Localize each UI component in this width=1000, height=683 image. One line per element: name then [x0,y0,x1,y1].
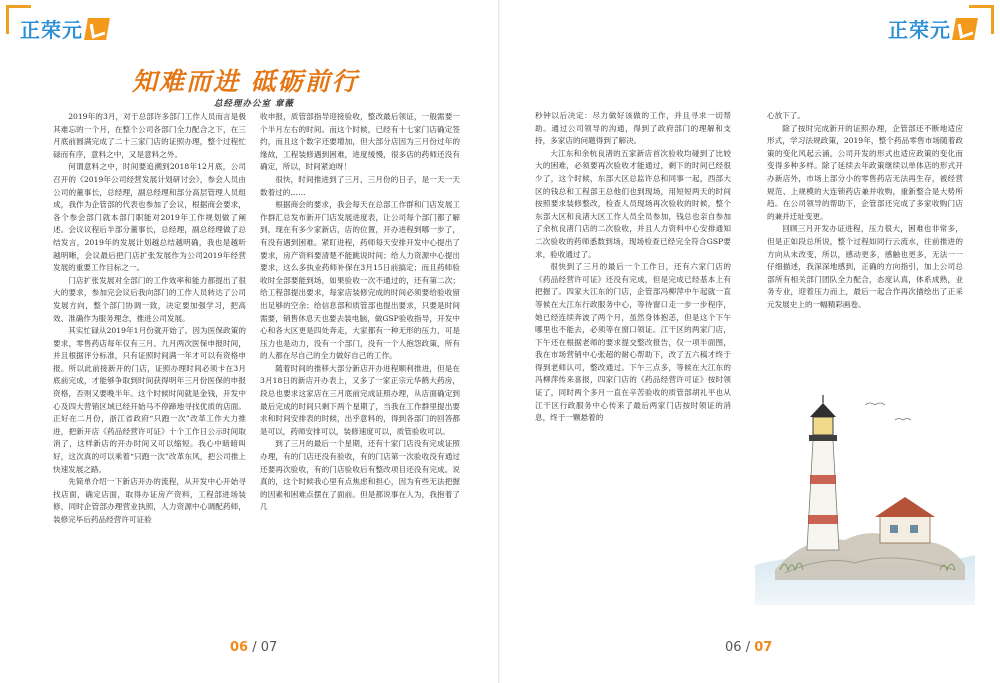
tower-cap-shape [810,403,836,417]
paragraph: 除了按时完成新开的证照办理，企管部还不断地适应形式，学习法规政策，2019年，整个药品零售市场随着政策的变化风起云涌，公司开发的形式也适应政策的变化而变得多种多样。除了延续去年政策继续以单体店的形式开办新店外，市场上部分小的零售药店无法再生存，被经营规范、上规模的大连锁药店兼并收购，重新整合是大势所趋。在公司领导的帮助下，企管部还完成了多家收购门店的兼并迁址变更。 [767,123,963,221]
paragraph: 很快到了三月的最后一个工作日，还有六家门店的《药品经营许可证》还没有完成，但是完成已经基本上有把握了。四家大江东的门店，企管部冯柳萍中午起就一直等候在大江东行政服务中心，等待窗口走一步一步程序，她已经连续奔波了两个月，虽然身体抱恙，但是这个下午哪里也不能去，必须等在窗口领证。江干区的两家门店，下午还在根据老师的要求提交整改报告，仅一项半面图，我在市场营销中心张超的耐心帮助下，改了五六稿才终于得到老师认可，整改通过。下午三点多，等候在大江东的冯柳萍传来喜报，四家门店的《药品经营许可证》按时领证了，同时两个多月一直在辛苦验收的质管部胡礼平也从江干区行政服务中心传来了最后两家门店按时领证的消息，终于一颗悬着的 [535,262,731,423]
paragraph: 先简单介绍一下新店开办的流程，从开发中心开始寻找店面，确定店面，取得办证房产资料，工程部进场装修，同时企管部办理营业执照，人力资源中心调配药师，装修完毕后药品经营许可证验 [53,477,246,524]
text-column-4 [767,110,963,309]
brand-logo-right [888,14,976,43]
brand-logo-left [20,14,108,43]
lamp-room-shape [813,417,833,435]
paragraph: 根据商会的要求，我会每天在总部工作群和门店发展工作群汇总发布新开门店发展进度表，让公司每个部门都了解到，现在有多少家新店，店的位置，开办进程到哪一步了，有没有遇到困难。紧盯进程，药师每天安排开发中心提出了要求，房产资料要清楚不能跳说时间；给人力资源中心提出要求，这么多执业药师补保在3月15日前搞定；而且药师验收时全部要能到场，如果验收一次不通过的，还有第二次；给工程部提出要求，每家店装修完成的时间必须要给验收留出足够的空余；给信息部和质管部也提出要求，只要是时间需要，销售休息天也要去装电脑，做GSP验收指导，开发中心和各大区更是四处奔走，大家都有一种无形的压力，可是压力也是动力，没有一个部门，没有一个人抱怨政策，所有的人都在尽自己的全力做好自己的工作。 [260,200,460,361]
page-number-right [725,640,772,655]
paragraph: 随着时间的推移大部分新店开办进程顺利推进，但是在3月18日的新店开办表上，又多了一家正宗元华鹤大药房，段总也要求这家店在三月底前完成证照办理，从店面确定到最后完成的时间只剩下两个星期了，当我在工作群里提出要求和时间安排表的时候，出乎意料的，得到各部门的回答都是可以，药师安排可以，装修速度可以，质管验收可以。 [260,363,460,436]
page-number-separator: / [745,640,751,655]
page-number-next: 07 [260,640,278,655]
page-number-prev: 06 [725,640,742,655]
text-column-2 [260,111,460,633]
right-page [500,0,1000,683]
cottage-roof-shape [875,497,935,517]
page-number-separator: / [252,640,257,655]
paragraph: 很快，时间推进到了三月，三月份的日子，是一天一天数着过的…… [260,174,460,197]
paragraph: 其实忙碌从2019年1月份就开始了。因为医保政策的要求，零售药店每年仅有三月、九月两次医保申报时间，并且根据评分标准，只有证照时间满一年才可以有资格申报。所以此前接新开的门店，证照办理时间必须卡在3月底前完成，才能够争取到时间获得明年三月份医保的申报资格，否则又要晚半年。这个时候时间就是金钱，开发中心及四大营销区域已经开始马不停蹄地寻找优质的店面。正好在二月份，浙江省政府“只跑一次”改革工作大力推进，把新开店《药品经营许可证》十个工作日公示时间取消了，这样新店的开办时间又可以缩短。我心中暗暗叫好，这次真的可以乘着“只跑一次”改革东风，把公司推上快速发展之路。 [53,326,246,474]
brand-logo-text: 正荣元 [888,18,951,42]
paragraph: 回顾三月开发办证进程，压力很大，困难也非常多，但是正如段总所说，整个过程如同行云流水，往前推进的方向从未改变，所以，感动更多，感触也更多，无法一一仔细描述，我深深地感到，正确的方向指引，加上公司总部所有相关部门团队全力配合，态度认真，体系成熟，业务专业，迎着压力而上，最后一起合作再次描绘出了正采元发展史上的一幅精彩画卷。 [767,224,963,309]
paragraph: 何谓意料之中，时间要追溯到2018年12月底，公司召开的《2019年公司经营发展计划研讨会》，参会人员由公司的董事长，总经理，副总经理和部分高层管理人员组成，我作为企管部的代表也参加了会议，根据商会要求，各个参会部门就本部门职能对2019年工作规划做了阐述。会议议程后半部分董事长，总经理，副总经理做了总结发言，2019年的发展计划越总结越明确，我也是越听越明晰，会议最后把门店扩张发展作为公司2019年经营发展的重要工作目标之一。 [53,162,246,273]
article-title: 知难而进 砥砺前行 [132,67,359,96]
paragraph: 收申报，质管部指导迎接验收，整改最后领证，一般需要一个半月左右的时间。而这个时候，已经有十七家门店确定签约，而且这个数字还要增加，但大部分店因为三月份过年的缘故，工程装修遇到困难，进度缓慢，很多店的药师还没有确定，所以，时间紧迫呀！ [260,112,460,172]
text-column-3 [535,110,731,640]
paragraph: 大江东和余杭良渚的五家新店首次验收均碰到了比较大的困难，必须要再次验收才能通过，剩下的时间已经很少了，这个时候，东部大区总监许总和同事一起，西部大区的钱总和工程部王总他们也到现场，用短短两天的时间按照要求装修整改，检查人员现场再次验收的时候，整个东部大区和良渚大区工作人员全员参加，钱总也亲自参加了余杭良渚门店的二次验收，并且人力资料中心安排通知二次验收的药师悉数到场，现场检查已经完全符合GSP要求，验收通过了。 [535,148,731,259]
brand-mark-icon [84,18,110,40]
page-number-current: 06 [230,640,249,655]
paragraph: 心放下了。 [767,111,805,120]
paragraph: 2019年的3月，对于总部许多部门工作人员而言是极其难忘的一个月，在整个公司各部门全力配合之下，在三月底前圆满完成了二十三家门店的证照办理，整个过程忙碌而有序，意料之中，又是意料之外。 [53,112,246,159]
paragraph: 到了三月的最后一个星期，还有十家门店没有完成证照办理，有的门店还没有验收，有的门店第一次验收没有通过还要再次验收，有的门店验收后有整改项目还没有完成。说真的，这个时候我心里有点焦虑和担心，因为有些无法把握的因素和困难点摆在了面前。但是都说事在人为，我抱着了几 [260,439,460,512]
lighthouse-illustration [755,365,975,605]
paragraph: 门店扩张发展对全部门的工作效率和能力都提出了很大的要求，参加完会议后我向部门的工作人员转达了公司发展方向，整个部门协调一致，决定要加强学习，把高效、准确作为服务理念，推进公司发展。 [53,275,246,323]
page-number-current: 07 [754,640,773,655]
page-number-left [230,640,277,655]
tower-shape [807,440,839,550]
rock-shape [775,533,965,580]
article-author: 总经理办公室 章薇 [214,99,294,109]
brand-logo-text: 正荣元 [20,18,83,42]
brand-mark-icon [952,18,978,40]
text-column-1 [53,111,246,616]
cottage-shape [880,515,930,543]
paragraph: 秒钟以后决定：尽力做好该做的工作，并且寻求一切帮助。通过公司领导的沟通，得到了政府部门的理解和支持，多家店的问题得到了解决。 [535,111,731,146]
